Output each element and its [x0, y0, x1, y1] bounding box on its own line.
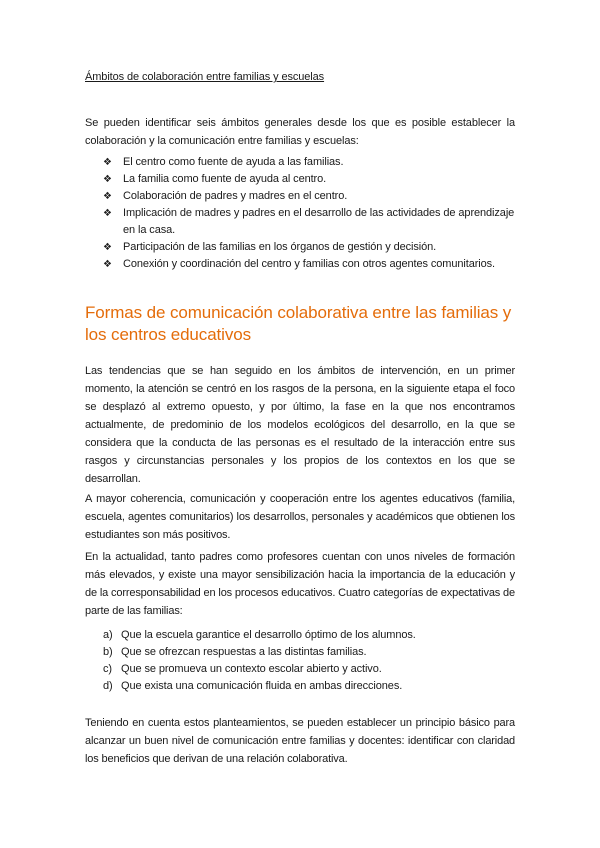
body-paragraph: Teniendo en cuenta estos planteamientos, se pueden establecer un principio básico para alcanzar un buen nivel de comunicación entre familias y docentes: identificar con claridad los beneficios que derivan de una relación colaborativa. [85, 717, 515, 765]
diamond-bullet-icon: ❖ [103, 242, 112, 253]
list-item-text: El centro como fuente de ayuda a las familias. [123, 156, 344, 168]
list-item [103, 661, 515, 678]
body-paragraph: En la actualidad, tanto padres como profesores cuentan con unos niveles de formación más elevados, y existe una mayor sensibilización hacia la importancia de la educación y de la corresponsabilidad en los procesos educativos. Cuatro categorías de expectativas de parte de las familias: [85, 551, 515, 617]
diamond-bullet-icon: ❖ [103, 259, 112, 270]
expectations-list [103, 627, 515, 695]
list-marker: a) [103, 629, 113, 641]
intro-paragraph: Se pueden identificar seis ámbitos generales desde los que es posible establecer la colaboración y la comunicación entre familias y escuelas: [85, 117, 515, 147]
list-item [103, 205, 515, 239]
list-item [103, 256, 515, 273]
list-item [103, 154, 515, 171]
section-heading: Ámbitos de colaboración entre familias y escuelas [85, 71, 325, 83]
list-item [103, 644, 515, 661]
list-item-text: Que se ofrezcan respuestas a las distintas familias. [121, 646, 367, 658]
section-title: Formas de comunicación colaborativa entre las familias y los centros educativos [85, 303, 512, 344]
scope-list [103, 154, 515, 273]
list-item [103, 627, 515, 644]
diamond-bullet-icon: ❖ [103, 191, 112, 202]
list-item-text: La familia como fuente de ayuda al centro. [123, 173, 327, 185]
list-marker: c) [103, 663, 112, 675]
list-item-text: Que la escuela garantice el desarrollo óptimo de los alumnos. [121, 629, 416, 641]
body-paragraph: Las tendencias que se han seguido en los ámbitos de intervención, en un primer momento, la atención se centró en los rasgos de la persona, en la siguiente etapa el foco se desplazó al extremo opuesto, y por último, la fase en la que nos encontramos actualmente, de predominio de los modelos ecológicos del desarrollo, en la que se considera que la conducta de las personas es el resultado de la interacción entre sus rasgos y circunstancias personales y los propios de los contextos en los que se desarrollan. [85, 365, 515, 485]
list-item [103, 678, 515, 695]
list-item-text: Que exista una comunicación fluida en ambas direcciones. [121, 680, 403, 692]
body-paragraph: A mayor coherencia, comunicación y cooperación entre los agentes educativos (familia, escuela, agentes comunitarios) los desarrollos, personales y académicos que obtienen los estudiantes son más positivos. [85, 493, 515, 541]
list-item-text: Implicación de madres y padres en el desarrollo de las actividades de aprendizaje en la casa. [123, 207, 515, 236]
list-marker: d) [103, 680, 113, 692]
list-item-text: Colaboración de padres y madres en el centro. [123, 190, 348, 202]
list-item-text: Conexión y coordinación del centro y familias con otros agentes comunitarios. [123, 258, 495, 270]
list-item [103, 171, 515, 188]
list-item [103, 188, 515, 205]
list-item-text: Que se promueva un contexto escolar abierto y activo. [121, 663, 382, 675]
diamond-bullet-icon: ❖ [103, 157, 112, 168]
diamond-bullet-icon: ❖ [103, 174, 112, 185]
list-marker: b) [103, 646, 113, 658]
list-item-text: Participación de las familias en los órganos de gestión y decisión. [123, 241, 437, 253]
list-item [103, 239, 515, 256]
diamond-bullet-icon: ❖ [103, 208, 112, 219]
